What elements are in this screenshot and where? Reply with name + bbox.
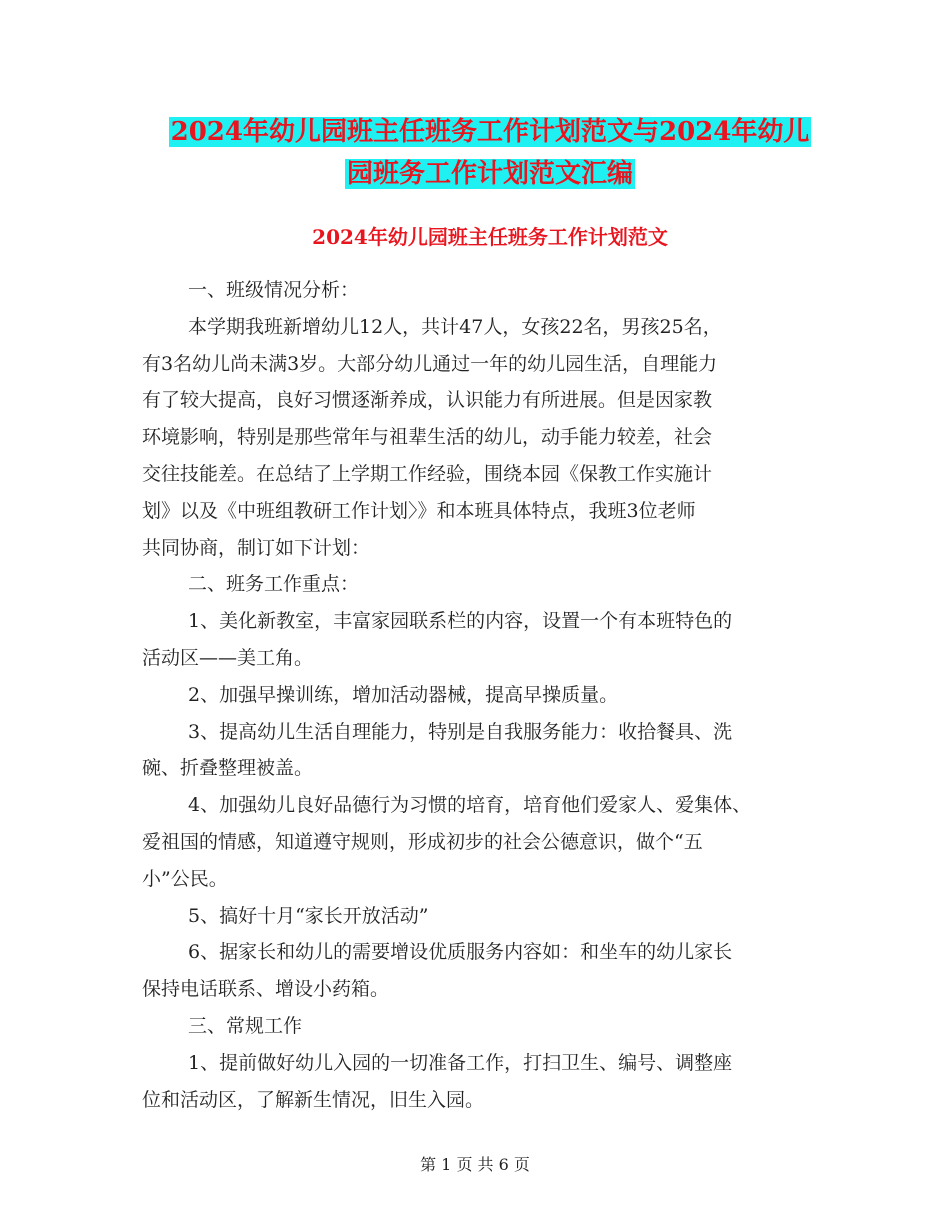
body-line: 碗、折叠整理被盖。	[142, 757, 314, 780]
body-line: 二、班务工作重点：	[188, 573, 360, 596]
body-line: 本学期我班新增幼儿12人，共计47人，女孩22名，男孩25名，	[188, 315, 722, 338]
document-title-line-2	[140, 150, 840, 198]
body-line: 有了较大提高，良好习惯逐渐养成，认识能力有所进展。但是因家教	[142, 389, 713, 412]
body-line: 三、常规工作	[188, 1014, 303, 1037]
body-line: 4、加强幼儿良好品德行为习惯的培育，培育他们爱家人、爱集体、	[188, 794, 752, 817]
body-line: 爱祖国的情感，知道遵守规则，形成初步的社会公德意识，做个“五	[142, 830, 703, 853]
document-body	[142, 272, 812, 1118]
body-line: 位和活动区，了解新生情况，旧生入园。	[142, 1088, 485, 1111]
body-line: 1、提前做好幼儿入园的一切准备工作，打扫卫生、编号、调整座	[188, 1051, 733, 1074]
body-line: 环境影响，特别是那些常年与祖辈生活的幼儿，动手能力较差，社会	[142, 426, 713, 449]
body-line: 保持电话联系、增设小药箱。	[142, 978, 390, 1001]
body-line: 5、搞好十月“家长开放活动”	[188, 904, 429, 927]
body-line: 6、据家长和幼儿的需要增设优质服务内容如：和坐车的幼儿家长	[188, 941, 733, 964]
body-line: 1、美化新教室，丰富家园联系栏的内容，设置一个有本班特色的	[188, 610, 733, 633]
body-line: 2、加强早操训练，增加活动器械，提高早操质量。	[188, 683, 619, 706]
document-title-line-1	[140, 108, 840, 156]
body-line: 小”公民。	[142, 867, 228, 890]
title-highlight: 园班务工作计划范文汇编	[346, 159, 633, 189]
body-line: 有3名幼儿尚未满3岁。大部分幼儿通过一年的幼儿园生活，自理能力	[142, 352, 718, 375]
body-line: 一、班级情况分析：	[188, 279, 360, 301]
body-line: 活动区——美工角。	[142, 646, 314, 669]
body-line: 共同协商，制订如下计划：	[142, 536, 371, 559]
page-footer: 第 1 页 共 6 页	[420, 1155, 530, 1174]
body-line: 3、提高幼儿生活自理能力，特别是自我服务能力：收拾餐具、洗	[188, 720, 733, 743]
section-heading: 2024年幼儿园班主任班务工作计划范文	[312, 225, 668, 249]
body-line: 划》以及《中班组教研工作计划〉》和本班具体特点，我班3位老师	[142, 499, 696, 522]
body-line: 交往技能差。在总结了上学期工作经验，围绕本园《保教工作实施计	[142, 462, 713, 485]
title-highlight: 2024年幼儿园班主任班务工作计划范文与2024年幼儿	[170, 117, 810, 147]
